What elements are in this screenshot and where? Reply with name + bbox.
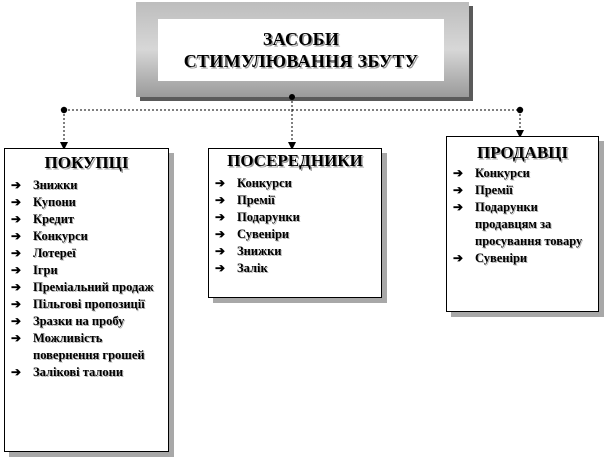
arrow-right-icon: ➔: [215, 193, 226, 207]
list-item: [5, 194, 168, 211]
arrow-right-icon: ➔: [215, 261, 226, 275]
list-item: [209, 192, 381, 209]
list-item-label: Сувеніри: [475, 251, 528, 265]
arrow-right-icon: ➔: [11, 365, 22, 379]
buyers-list: [5, 177, 168, 381]
list-item-label: Залік: [237, 261, 268, 275]
list-item-label: Конкурси: [33, 229, 88, 243]
arrow-right-icon: ➔: [453, 251, 464, 265]
sellers-box: [446, 136, 599, 312]
title-line-2: СТИМУЛЮВАННЯ ЗБУТУ: [183, 51, 419, 71]
list-item: [447, 165, 598, 182]
list-item-label: Конкурси: [237, 176, 292, 190]
list-item-label: Лотереї: [33, 246, 76, 260]
mediators-box: [208, 148, 382, 298]
list-item-label: Кредит: [33, 212, 75, 226]
arrow-right-icon: ➔: [453, 166, 464, 180]
arrow-right-icon: ➔: [215, 176, 226, 190]
connector-dot-center: [289, 94, 295, 100]
arrow-right-icon: ➔: [11, 212, 22, 226]
list-item: [5, 211, 168, 228]
arrow-right-icon: ➔: [215, 244, 226, 258]
list-item: [5, 279, 168, 296]
list-item: [209, 175, 381, 192]
list-item-label: Знижки: [33, 178, 78, 192]
list-item: [209, 260, 381, 277]
list-item: [5, 177, 168, 194]
list-item-label: Преміальний продаж: [33, 280, 154, 294]
mediators-list: [209, 175, 381, 277]
title-line-1: ЗАСОБИ: [262, 29, 340, 49]
list-item: [5, 330, 168, 364]
list-item-label: Купони: [33, 195, 76, 209]
list-item: [209, 226, 381, 243]
arrow-right-icon: ➔: [11, 297, 22, 311]
list-item: [5, 228, 168, 245]
arrow-right-icon: ➔: [215, 227, 226, 241]
arrow-right-icon: ➔: [11, 263, 22, 277]
arrow-right-icon: ➔: [11, 178, 22, 192]
list-item: [5, 245, 168, 262]
list-item: [447, 182, 598, 199]
list-item-label: Можливість повернення грошей: [33, 331, 145, 362]
list-item: [447, 199, 598, 250]
buyers-box: [4, 148, 169, 452]
list-item: [5, 262, 168, 279]
list-item: [5, 296, 168, 313]
arrow-right-icon: ➔: [11, 331, 22, 345]
list-item-label: Премії: [475, 183, 513, 197]
list-item: [5, 313, 168, 330]
list-item: [209, 209, 381, 226]
list-item: [5, 364, 168, 381]
arrow-right-icon: ➔: [215, 210, 226, 224]
list-item: [209, 243, 381, 260]
list-item-label: Сувеніри: [237, 227, 290, 241]
arrow-right-icon: ➔: [11, 195, 22, 209]
arrow-right-icon: ➔: [11, 280, 22, 294]
list-item-label: Ігри: [33, 263, 58, 277]
list-item-label: Премії: [237, 193, 275, 207]
arrow-right-icon: ➔: [11, 229, 22, 243]
list-item-label: Залікові талони: [33, 365, 124, 379]
buyers-title: ПОКУПЦІ: [44, 153, 129, 172]
arrow-right-icon: ➔: [11, 314, 22, 328]
arrow-right-icon: ➔: [11, 246, 22, 260]
mediators-title: ПОСЕРЕДНИКИ: [227, 151, 363, 170]
list-item-label: Конкурси: [475, 166, 530, 180]
sellers-title: ПРОДАВЦІ: [476, 143, 569, 162]
sellers-list: [447, 165, 598, 267]
list-item-label: Подарунки продавцям за просування товару: [475, 200, 583, 248]
list-item-label: Зразки на пробу: [33, 314, 125, 328]
list-item-label: Знижки: [237, 244, 282, 258]
arrow-right-icon: ➔: [453, 183, 464, 197]
arrow-right-icon: ➔: [453, 200, 464, 214]
list-item-label: Пільгові пропозиції: [33, 297, 145, 311]
list-item-label: Подарунки: [237, 210, 300, 224]
list-item: [447, 250, 598, 267]
